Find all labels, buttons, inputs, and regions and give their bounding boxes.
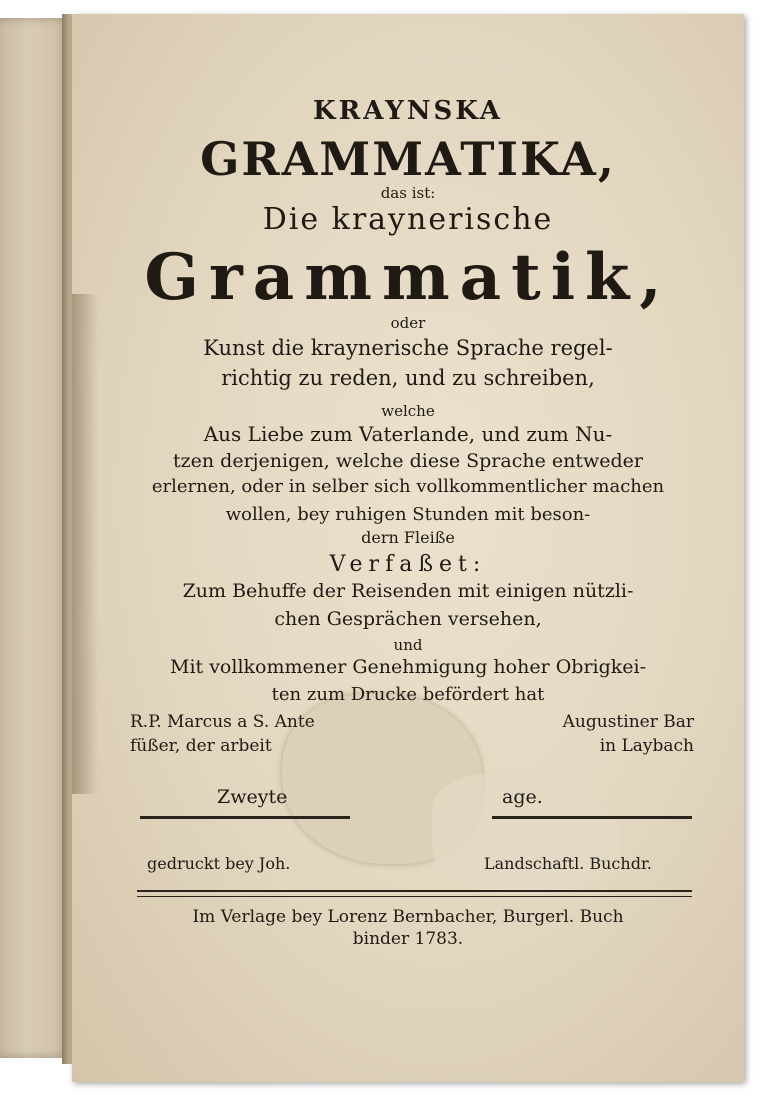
text-line-wollen: wollen, bey ruhigen Stunden mit beson- [225,504,591,525]
und: und [393,636,423,654]
double-rule-bottom [137,896,692,897]
rule-left [140,816,350,819]
author-line2-right: in Laybach [599,736,694,756]
text-line-fleisse: dern Fleiße [361,528,455,547]
text-line-drucke: ten zum Drucke befördert hat [271,684,545,705]
text-line-gespraechen: chen Gesprächen versehen, [274,608,542,630]
title-grammatika: GRAMMATIKA, [200,132,616,186]
verfasset: Verfaßet: [329,552,487,577]
title-text-block [72,14,744,1082]
author-line2-left: füßer, der arbeit [130,736,272,756]
edition-left: Zweyte [217,786,288,808]
publisher-line: Im Verlage bey Lorenz Bernbacher, Burgerl. Buch [192,907,624,927]
oder: oder [390,314,426,332]
author-line-right: Augustiner Bar [562,712,694,732]
title-page [72,14,744,1082]
text-line-tzen: tzen derjenigen, welche diese Sprache entweder [173,450,643,472]
text-line-richtig: richtig zu reden, und zu schreiben, [221,366,595,390]
text-line-aus-liebe: Aus Liebe zum Vaterlande, und zum Nu- [203,422,613,446]
printer-left: gedruckt bey Joh. [147,854,291,873]
subtitle-kraynerische: Die kraynerische [262,202,554,237]
das-ist: das ist: [380,184,436,202]
text-line-behuffe: Zum Behuffe der Reisenden mit einigen nützli- [182,580,634,602]
printer-right: Landschaftl. Buchdr. [484,854,652,873]
double-rule-top [137,890,692,892]
imprint-year: binder 1783. [352,929,464,949]
title-kraynska: KRAYNSKA [313,96,503,126]
text-line-erlernen: erlernen, oder in selber sich vollkommentlicher machen [151,476,665,497]
rule-right [492,816,692,819]
text-line-kunst: Kunst die kraynerische Sprache regel- [203,336,613,360]
author-line-left: R.P. Marcus a S. Ante [130,712,315,732]
facing-page [0,18,70,1058]
welche: welche [381,402,435,420]
edition-right: age. [502,786,543,808]
title-grammatik: Grammatik, [144,240,672,315]
text-line-genehmigung: Mit vollkommener Genehmigung hoher Obrigkei- [169,656,647,678]
